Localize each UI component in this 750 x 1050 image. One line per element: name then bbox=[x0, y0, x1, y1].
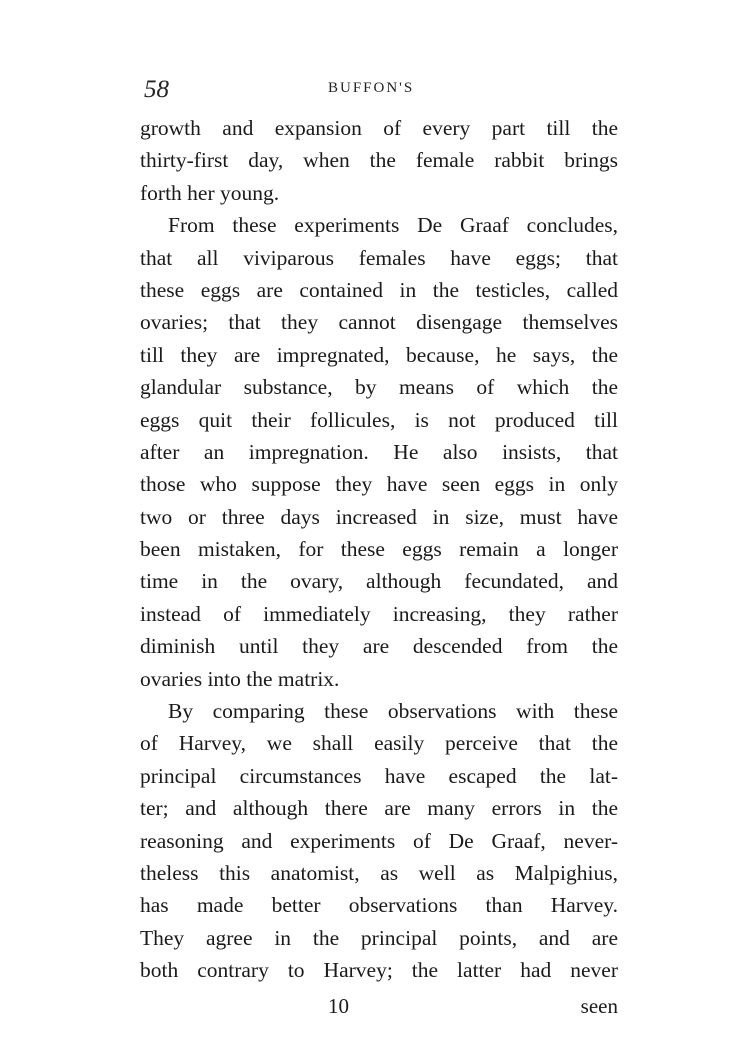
text-line: has made better observations than Harvey. bbox=[140, 893, 618, 918]
text-line: forth her young. bbox=[140, 180, 280, 205]
catchword: seen bbox=[580, 994, 618, 1018]
text-line: eggs quit their follicules, is not produced till bbox=[140, 407, 618, 432]
signature-mark: 10 bbox=[328, 994, 349, 1018]
text-line: till they are impregnated, because, he says, the bbox=[140, 342, 618, 367]
text-line: time in the ovary, although fecundated, and bbox=[140, 569, 618, 594]
running-head: BUFFON'S bbox=[328, 80, 415, 96]
text-line: that all viviparous females have eggs; that bbox=[140, 245, 618, 270]
text-line: of Harvey, we shall easily perceive that the bbox=[140, 731, 618, 756]
body-text bbox=[140, 112, 618, 987]
page-number: 58 bbox=[144, 76, 169, 103]
text-line: By comparing these observations with these bbox=[168, 699, 618, 724]
text-line: after an impregnation. He also insists, that bbox=[140, 439, 618, 464]
text-line: these eggs are contained in the testicles, called bbox=[140, 277, 618, 302]
text-line: both contrary to Harvey; the latter had never bbox=[140, 958, 618, 983]
text-line: theless this anatomist, as well as Malpighius, bbox=[140, 860, 618, 885]
text-line: instead of immediately increasing, they rather bbox=[140, 601, 618, 626]
text-line: been mistaken, for these eggs remain a longer bbox=[140, 537, 618, 562]
text-line: From these experiments De Graaf concludes, bbox=[168, 213, 618, 238]
text-line: reasoning and experiments of De Graaf, never- bbox=[140, 828, 618, 853]
text-line: ovaries; that they cannot disengage themselves bbox=[140, 310, 618, 335]
text-line: glandular substance, by means of which the bbox=[140, 375, 618, 400]
page-footer bbox=[140, 994, 618, 1024]
page-header bbox=[138, 76, 618, 104]
text-line: growth and expansion of every part till the bbox=[140, 116, 618, 140]
text-line: those who suppose they have seen eggs in only bbox=[140, 472, 618, 497]
text-line: They agree in the principal points, and are bbox=[140, 925, 618, 950]
text-line: diminish until they are descended from the bbox=[140, 634, 618, 659]
text-line: two or three days increased in size, must have bbox=[140, 504, 618, 529]
text-line: ovaries into the matrix. bbox=[140, 666, 340, 691]
text-line: principal circumstances have escaped the lat- bbox=[140, 763, 618, 788]
text-line: ter; and although there are many errors in the bbox=[140, 796, 618, 821]
text-line: thirty-first day, when the female rabbit brings bbox=[140, 148, 618, 173]
